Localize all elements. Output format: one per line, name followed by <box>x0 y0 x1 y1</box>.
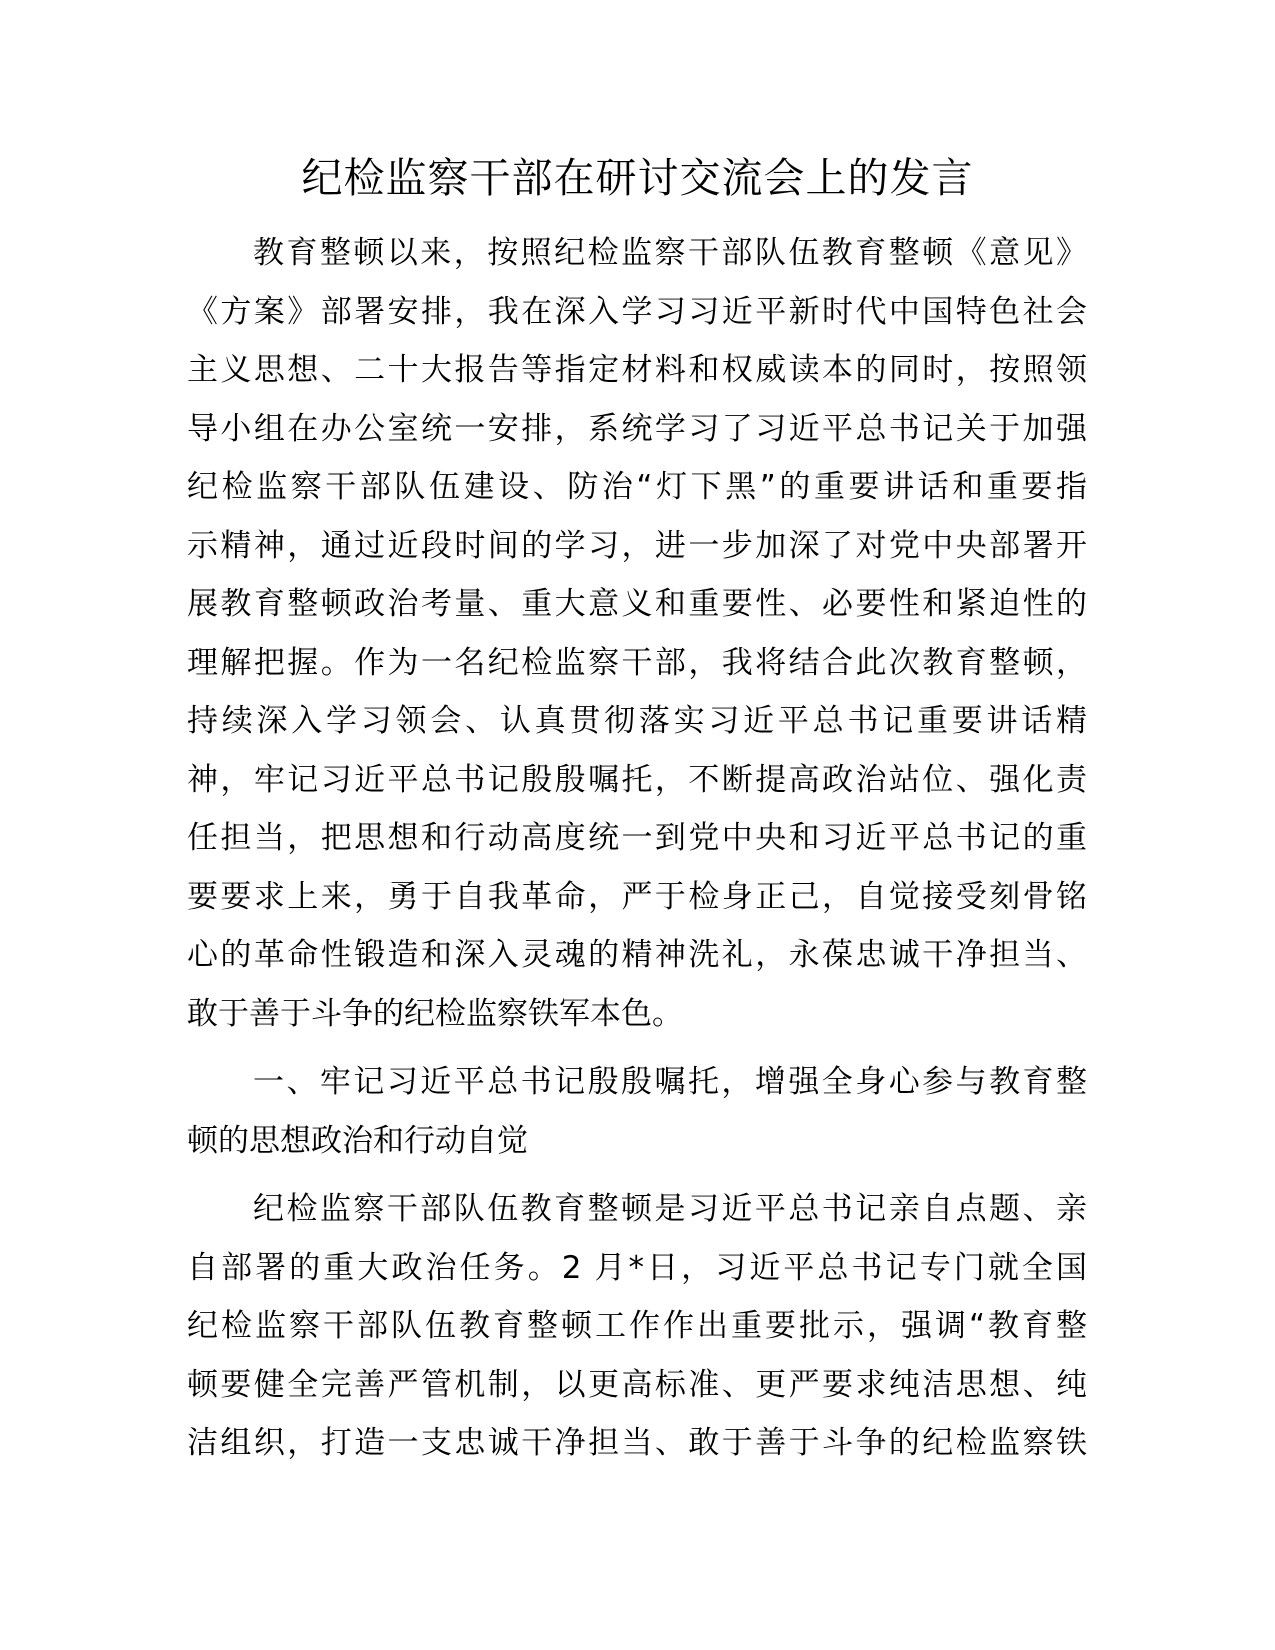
section-heading-1 <box>187 1053 1087 1170</box>
text-line: 导小组在办公室统一安排，系统学习了习近平总书记关于加强 <box>187 410 1087 447</box>
text-line: 敢于善于斗争的纪检监察铁军本色。 <box>187 995 683 1032</box>
document-body <box>187 224 1087 1473</box>
text-line: 要要求上来，勇于自我革命，严于检身正己，自觉接受刻骨铭 <box>187 878 1087 915</box>
text-line: 心的革命性锻造和深入灵魂的精神洗礼，永葆忠诚干净担当、 <box>187 937 1087 973</box>
text-line: 纪检监察干部队伍教育整顿工作作出重要批示，强调“教育整 <box>187 1308 1087 1344</box>
text-line: 纪检监察干部队伍教育整顿是习近平总书记亲自点题、亲 <box>253 1191 1087 1227</box>
text-line: 示精神，通过近段时间的学习，进一步加深了对党中央部署开 <box>187 527 1087 564</box>
text-line: 任担当，把思想和行动高度统一到党中央和习近平总书记的重 <box>187 820 1087 856</box>
text-line: 一、牢记习近平总书记殷殷嘱托，增强全身心参与教育整 <box>253 1064 1087 1100</box>
text-line: 顿要健全完善严管机制，以更高标准、更严要求纯洁思想、纯 <box>187 1366 1087 1403</box>
paragraph-intro <box>187 224 1087 1043</box>
text-line: 顿的思想政治和行动自觉 <box>187 1122 528 1159</box>
paragraph-spacer <box>187 1170 1087 1180</box>
text-line: 教育整顿以来，按照纪检监察干部队伍教育整顿《意见》 <box>253 235 1087 271</box>
text-line: 自部署的重大政治任务。2 月*日，习近平总书记专门就全国 <box>187 1249 1087 1286</box>
text-line: 洁组织，打造一支忠诚干净担当、敢于善于斗争的纪检监察铁 <box>187 1425 1087 1461</box>
text-line: 神，牢记习近平总书记殷殷嘱托，不断提高政治站位、强化责 <box>187 761 1087 798</box>
text-line: 理解把握。作为一名纪检监察干部，我将结合此次教育整顿， <box>187 644 1087 681</box>
text-line: 纪检监察干部队伍建设、防治“灯下黑”的重要讲话和重要指 <box>187 469 1087 505</box>
paragraph-section-1-body <box>187 1180 1087 1473</box>
document-title: 纪检监察干部在研讨交流会上的发言 <box>301 154 974 202</box>
text-line: 展教育整顿政治考量、重大意义和重要性、必要性和紧迫性的 <box>187 586 1087 622</box>
text-line: 《方案》部署安排，我在深入学习习近平新时代中国特色社会 <box>187 293 1087 330</box>
text-line: 持续深入学习领会、认真贯彻落实习近平总书记重要讲话精 <box>187 703 1087 739</box>
paragraph-spacer <box>187 1043 1087 1053</box>
text-line: 主义思想、二十大报告等指定材料和权威读本的同时，按照领 <box>187 352 1087 388</box>
